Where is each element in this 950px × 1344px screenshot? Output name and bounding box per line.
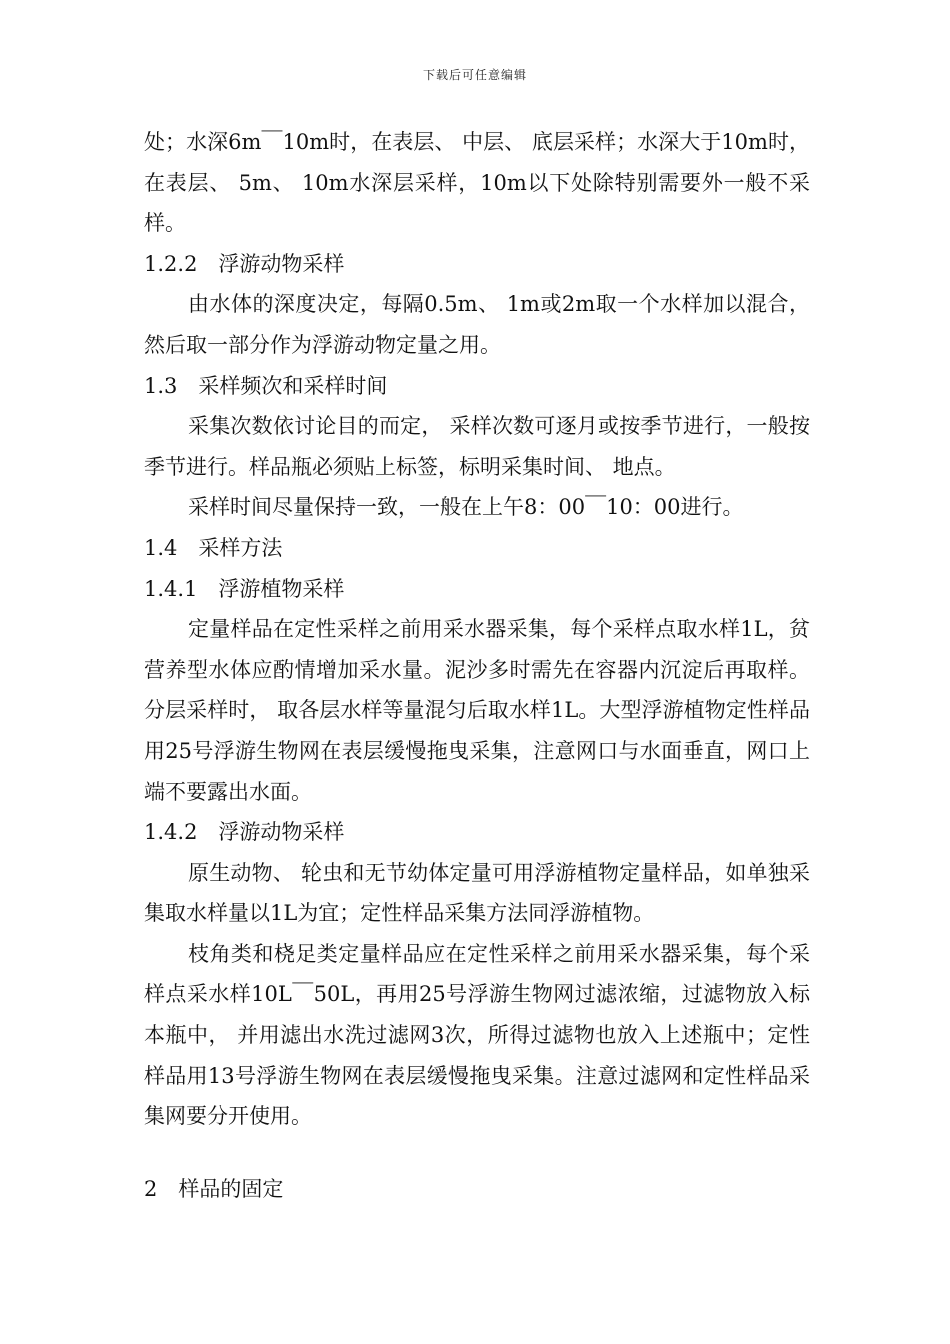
heading-1-3: 1.3 采样频次和采样时间: [144, 373, 388, 398]
paragraph-sampling-frequency: 采集次数依讨论目的而定， 采样次数可逐月或按季节进行，一般按季节进行。样品瓶必须贴上标签，标明采集时间、 地点。: [144, 414, 810, 479]
paragraph-zooplankton-depth: 由水体的深度决定，每隔0.5m、 1m或2m取一个水样加以混合，然后取一部分作为浮游动物定量之用。: [144, 292, 810, 357]
paragraph-sampling-depth: 处；水深6m￣10m时，在表层、 中层、 底层采样；水深大于10m时，在表层、 5m、 10m水深层采样，10m以下处除特别需要外一般不采样。: [144, 130, 810, 236]
paragraph-cladocera-method: 枝角类和桡足类定量样品应在定性采样之前用采水器采集，每个采样点采水样10L￣50L，再用25号浮游生物网过滤浓缩，过滤物放入标本瓶中， 并用滤出水洗过滤网3次，所得过滤物也放入上述瓶中；定性样品用13号浮游生物网在表层缓慢拖曳采集。注意过滤网和定性样品采集网要分开使用。: [144, 941, 810, 1129]
document-body: [144, 122, 810, 1209]
page-header: 下载后可任意编辑: [422, 68, 527, 82]
heading-1-2-2: 1.2.2 浮游动物采样: [144, 251, 345, 276]
heading-1-4-1: 1.4.1 浮游植物采样: [144, 576, 345, 601]
paragraph-phytoplankton-method: 定量样品在定性采样之前用采水器采集，每个采样点取水样1L，贫营养型水体应酌情增加采水量。泥沙多时需先在容器内沉淀后再取样。分层采样时， 取各层水样等量混匀后取水样1L。大型浮游植物定性样品用25号浮游生物网在表层缓慢拖曳采集，注意网口与水面垂直，网口上端不要露出水面。: [144, 617, 810, 804]
paragraph-sampling-time: 采样时间尽量保持一致，一般在上午8：00￣10：00进行。: [188, 495, 744, 520]
heading-1-4-2: 1.4.2 浮游动物采样: [144, 820, 345, 845]
section-spacer: [144, 1137, 810, 1169]
paragraph-protozoa-method: 原生动物、 轮虫和无节幼体定量可用浮游植物定量样品，如单独采集取水样量以1L为宜；定性样品采集方法同浮游植物。: [144, 860, 810, 926]
heading-1-4: 1.4 采样方法: [144, 535, 283, 560]
heading-2: 2 样品的固定: [144, 1176, 284, 1201]
